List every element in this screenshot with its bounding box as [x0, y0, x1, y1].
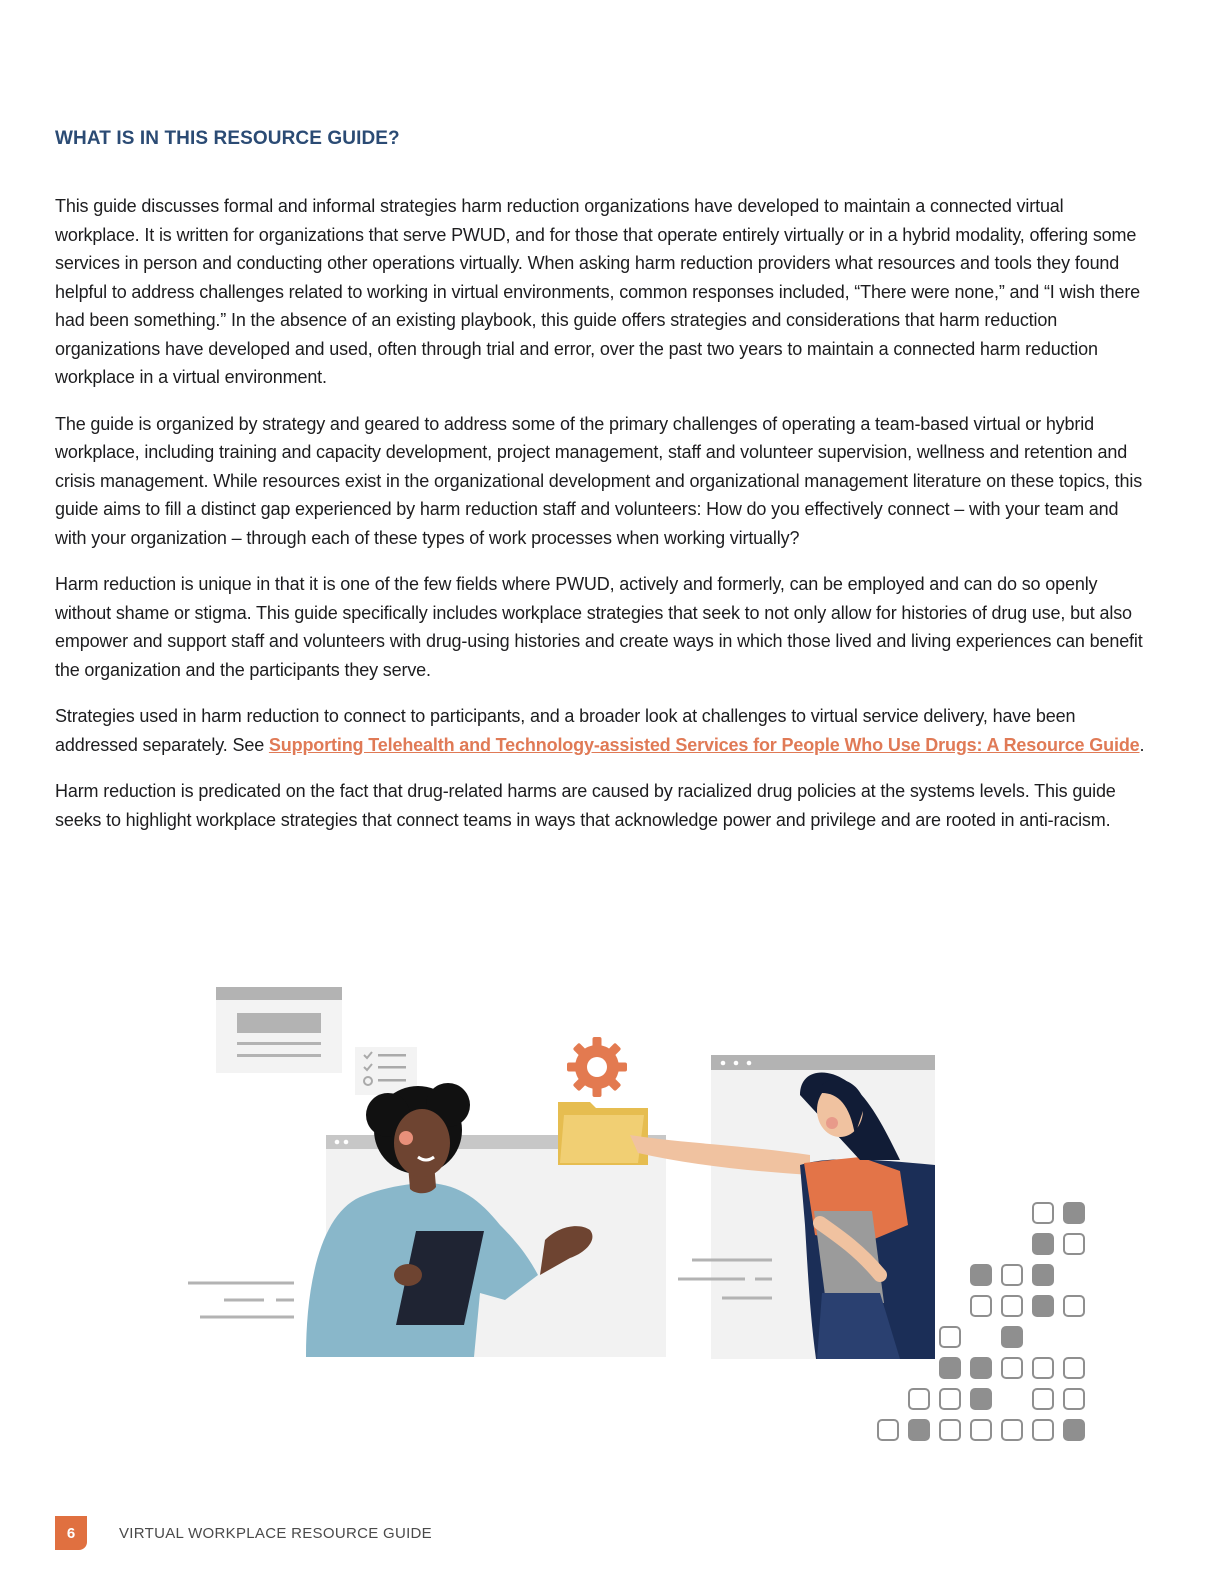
paragraph-1: This guide discusses formal and informal strategies harm reduction organizations have developed to maintain a connected virtual workplace. It is written for organizations that serve PWUD, and for those that operate entirely virtually or in a hybrid modality, offering some services in person and conducting other operations virtually. When asking harm reduction providers what resources and tools they found helpful to address challenges related to working in virtual environments, common responses included, “There were none,” and “I wish there had been something.” In the absence of an existing playbook, this guide offers strategies and considerations that harm reduction organizations have developed and used, often through trial and error, over the past two years to maintain a connected harm reduction workplace in a virtual environment.	[55, 196, 1141, 387]
paragraph-4-text: Strategies used in harm reduction to connect to participants, and a broader look at challenges to virtual service delivery, have been addressed separately. See	[55, 706, 1076, 755]
section-heading: WHAT IS IN THIS RESOURCE GUIDE?	[55, 128, 400, 149]
body-text	[55, 192, 1145, 852]
footer-title: VIRTUAL WORKPLACE RESOURCE GUIDE	[119, 1524, 432, 1542]
page-footer	[55, 1516, 432, 1550]
document-card-icon	[216, 987, 342, 1073]
paragraph-2: The guide is organized by strategy and geared to address some of the primary challenges of operating a team-based virtual or hybrid workplace, including training and capacity development, project management, staff and volunteer supervision, wellness and retention and crisis management. While resources exist in the organizational development and organizational management literature on these topics, this guide aims to fill a distinct gap experienced by harm reduction staff and volunteers: How do you effectively connect – with your team and with your organization – through each of these types of work processes when working virtually?	[55, 413, 1143, 548]
gear-icon	[567, 1037, 627, 1097]
paragraph-4	[55, 702, 1145, 759]
virtual-collaboration-illustration	[160, 975, 1100, 1455]
resource-guide-link[interactable]: Supporting Telehealth and Technology-assisted Services for People Who Use Drugs: A Resource Guide	[268, 734, 1140, 755]
motion-lines-left	[188, 1283, 294, 1317]
paragraph-4-end: .	[1139, 734, 1145, 755]
paragraph-3: Harm reduction is unique in that it is one of the few fields where PWUD, actively and formerly, can be employed and can do so openly without shame or stigma. This guide specifically includes workplace strategies that seek to not only allow for histories of drug use, but also empower and support staff and volunteers with drug-using histories and create ways in which those lived and living experiences can benefit the organization and the participants they serve.	[55, 574, 1143, 680]
folder-icon	[558, 1102, 648, 1165]
paragraph-5: Harm reduction is predicated on the fact that drug-related harms are caused by racialized drug policies at the systems levels. This guide seeks to highlight workplace strategies that connect teams in ways that acknowledge power and privilege and are rooted in anti-racism.	[55, 781, 1116, 830]
page-number: 6	[55, 1516, 87, 1550]
